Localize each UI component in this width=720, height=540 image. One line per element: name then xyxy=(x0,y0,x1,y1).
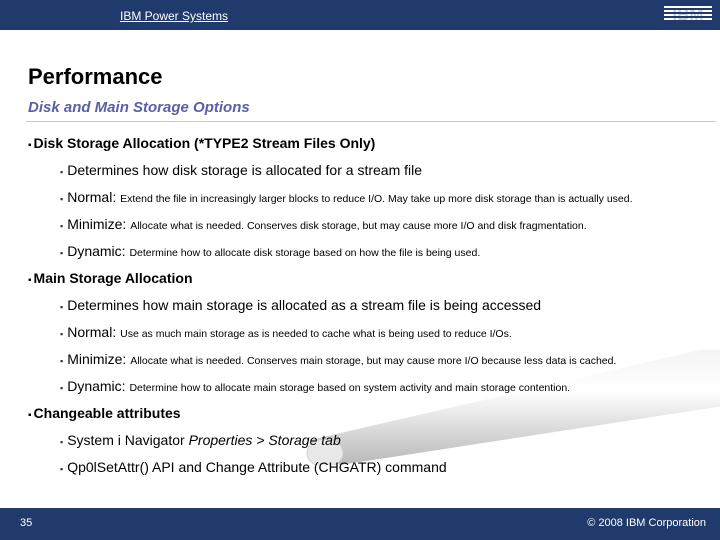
bullet-icon: ▪ xyxy=(28,275,32,286)
bullet-icon: ▪ xyxy=(60,194,64,204)
bullet-icon: ▪ xyxy=(28,140,32,151)
bullet-icon: ▪ xyxy=(60,329,64,339)
list-item: ▪ Determines how main storage is allocated as a stream file is being accessed xyxy=(60,297,542,313)
list-item: ▪ Dynamic: Determine how to allocate main storage based on system activity and main storage contention. xyxy=(60,378,571,394)
section-heading: Main Storage Allocation xyxy=(33,270,193,286)
section-main xyxy=(28,265,718,400)
copyright: © 2008 IBM Corporation xyxy=(587,517,706,529)
list-item: ▪ Minimize: Allocate what is needed. Conserves disk storage, but may cause more I/O and disk fragmentation. xyxy=(60,216,587,232)
divider xyxy=(26,121,716,122)
bullet-icon: ▪ xyxy=(60,221,64,231)
bullet-icon: ▪ xyxy=(60,464,64,474)
page-subtitle: Disk and Main Storage Options xyxy=(28,99,250,116)
brand-title: IBM Power Systems xyxy=(120,9,229,23)
footer-bar xyxy=(0,508,720,540)
list-item: ▪ Minimize: Allocate what is needed. Conserves main storage, but may cause more I/O because less data is cached. xyxy=(60,351,617,367)
content xyxy=(28,130,718,481)
bullet-icon: ▪ xyxy=(60,437,64,447)
ibm-logo xyxy=(664,4,712,24)
bullet-icon: ▪ xyxy=(60,383,64,393)
list-item: ▪ Qp0lSetAttr() API and Change Attribute (CHGATR) command xyxy=(60,459,447,475)
bullet-icon: ▪ xyxy=(60,302,64,312)
svg-text:IBM: IBM xyxy=(672,5,704,24)
page-number: 35 xyxy=(20,517,33,529)
bullet-icon: ▪ xyxy=(60,356,64,366)
header-bar xyxy=(0,0,720,30)
list-item: ▪ Normal: Use as much main storage as is needed to cache what is being used to reduce I/Os. xyxy=(60,324,512,340)
section-heading: Changeable attributes xyxy=(33,405,181,421)
section-heading: Disk Storage Allocation (*TYPE2 Stream Files Only) xyxy=(33,135,376,151)
list-item: ▪ Dynamic: Determine how to allocate disk storage based on how the file is being used. xyxy=(60,243,481,259)
list-item: ▪ System i Navigator Properties > Storage tab xyxy=(60,432,341,448)
section-attrs xyxy=(28,400,718,481)
list-item: ▪ Normal: Extend the file in increasingly larger blocks to reduce I/O. May take up more disk storage than is actually used. xyxy=(60,189,633,205)
bullet-icon: ▪ xyxy=(28,410,32,421)
section-disk xyxy=(28,130,718,265)
bullet-icon: ▪ xyxy=(60,167,64,177)
list-item: ▪ Determines how disk storage is allocated for a stream file xyxy=(60,162,423,178)
page-title: Performance xyxy=(28,64,163,89)
bullet-icon: ▪ xyxy=(60,248,64,258)
